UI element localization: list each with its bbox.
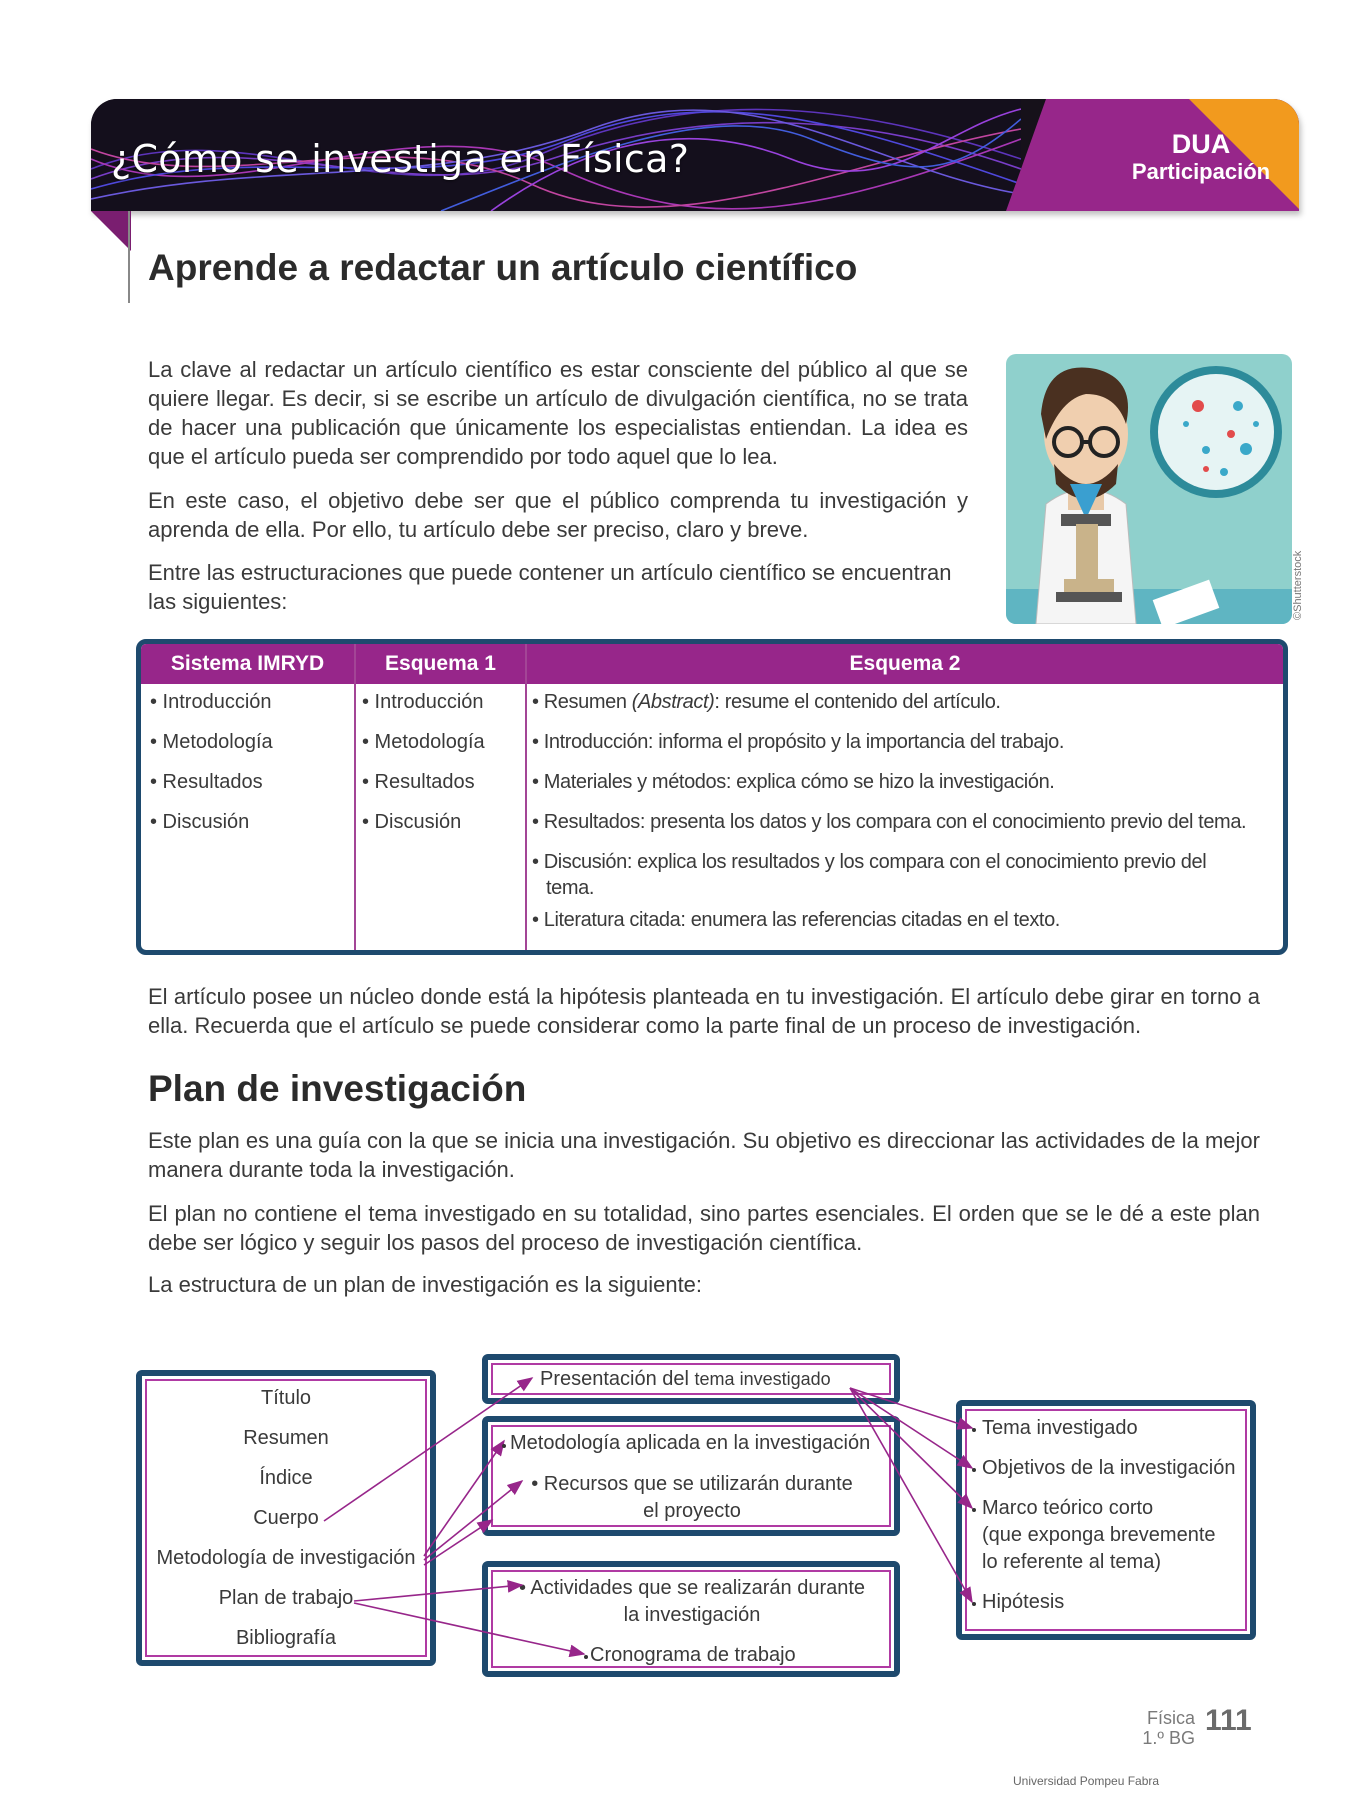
list-item xyxy=(532,849,1246,907)
paragraph: La clave al redactar un artículo científico es estar consciente del público al que se quiere llegar. Es decir, si se escribe un artículo de divulgación científica, no se trata de hacer una publicación que únicamente los especialistas entiendan. La idea es que el artículo pueda ser comprendido por todo aquel que lo lea. xyxy=(148,357,968,469)
list-text: : resume el contenido del artículo. xyxy=(714,691,1001,713)
resources-text: el proyecto xyxy=(643,1500,741,1522)
presentation-text-b: tema investigado xyxy=(694,1369,831,1389)
footer-university: Universidad Pompeu Fabra xyxy=(1013,1774,1160,1788)
column-imryd xyxy=(150,689,273,849)
plan-item: Plan de trabajo xyxy=(218,1587,354,1609)
plan-item: Metodología de investigación xyxy=(156,1547,416,1569)
list-item: • Literatura citada: enumera las referencias citadas en el texto. xyxy=(532,909,1060,931)
column-esquema1 xyxy=(362,689,485,849)
resources-text: • Recursos que se utilizarán durante xyxy=(531,1473,853,1495)
paragraph: Este plan es una guía con la que se inicia una investigación. Su objetivo es direccionar las actividades de la mejor manera durante toda la investigación. xyxy=(148,1128,1260,1182)
list-item: • Discusión xyxy=(150,811,250,833)
header-banner xyxy=(91,99,1299,211)
header-esquema2: Esquema 2 xyxy=(849,652,961,675)
plan-item: Resumen xyxy=(243,1427,329,1449)
photo-credit: ©Shutterstock xyxy=(1292,550,1304,620)
column-divider xyxy=(354,644,356,950)
header-esquema1: Esquema 1 xyxy=(385,652,496,675)
column-divider xyxy=(525,644,527,950)
section-title: Aprende a redactar un artículo científico xyxy=(148,247,858,288)
column-esquema2 xyxy=(532,689,1246,947)
footer-subject-name: Física xyxy=(1146,1708,1195,1728)
activities-text: • Actividades que se realizarán durante xyxy=(518,1577,866,1599)
detail-item: Tema investigado xyxy=(982,1417,1138,1439)
paragraph: La estructura de un plan de investigación es la siguiente: xyxy=(148,1272,703,1297)
detail-item: Hipótesis xyxy=(982,1591,1065,1613)
list-text: • Resumen xyxy=(532,691,632,713)
page-number: 111 xyxy=(1205,1704,1252,1737)
scientist-illustration xyxy=(1006,354,1292,624)
plan-item: Bibliografía xyxy=(235,1627,337,1649)
corner-fold xyxy=(91,211,131,251)
list-item: • Resultados: presenta los datos y los compara con el conocimiento previo del tema. xyxy=(532,811,1247,833)
list-item: • Materiales y métodos: explica cómo se hizo la investigación. xyxy=(532,771,1055,793)
list-item: • Metodología xyxy=(150,731,273,753)
detail-item: Objetivos de la investigación xyxy=(982,1457,1236,1479)
paragraph: El plan no contiene el tema investigado en su totalidad, sino partes esenciales. El orden que se le dé a este plan debe ser lógico y seguir los pasos del proceso de investigación científica. xyxy=(148,1201,1260,1255)
footer-subject xyxy=(1120,1708,1195,1748)
list-item: • Metodología xyxy=(362,731,485,753)
list-text: tema. xyxy=(546,877,595,899)
plan-item: Cuerpo xyxy=(253,1507,319,1529)
list-item: • Introducción xyxy=(362,691,484,713)
section-title: Plan de investigación xyxy=(148,1068,527,1109)
detail-item: (que exponga brevemente xyxy=(982,1524,1216,1546)
paragraph: En este caso, el objetivo debe ser que el público comprenda tu investigación y aprenda de ella. Por ello, tu artículo debe ser preciso, claro y breve. xyxy=(148,488,968,542)
title-rule xyxy=(128,211,130,303)
paragraph: Entre las estructuraciones que puede contener un artículo científico se encuentran las siguientes: xyxy=(148,560,952,614)
plan-item: Índice xyxy=(259,1467,313,1489)
plan-item: Título xyxy=(260,1387,312,1409)
list-item: • Resultados xyxy=(150,771,263,793)
dua-label: DUA xyxy=(1171,129,1231,159)
structures-table xyxy=(136,639,1288,955)
list-text: • Discusión: explica los resultados y los compara con el conocimiento previo del xyxy=(532,851,1207,873)
list-text-italic: (Abstract) xyxy=(631,691,715,713)
footer-grade: 1.º BG xyxy=(1142,1728,1195,1748)
list-item: • Introducción xyxy=(150,691,272,713)
detail-item: Marco teórico corto xyxy=(982,1497,1154,1519)
schedule-text: Cronograma de trabajo xyxy=(590,1644,796,1666)
presentation-text-a: Presentación del xyxy=(540,1368,689,1390)
header-imryd: Sistema IMRYD xyxy=(170,652,325,675)
activities-text: la investigación xyxy=(623,1604,761,1626)
banner-title: ¿Cómo se investiga en Física? xyxy=(111,137,690,181)
list-item: • Discusión xyxy=(362,811,462,833)
detail-item: lo referente al tema) xyxy=(982,1551,1161,1573)
paragraph: El artículo posee un núcleo donde está la hipótesis planteada en tu investigación. El artículo debe girar en torno a ella. Recuerda que el artículo se puede considerar como la parte final de un proceso de investigación. xyxy=(148,984,1260,1038)
presentation-text xyxy=(540,1368,831,1391)
list-item: • Resultados xyxy=(362,771,475,793)
methodology-text: Metodología aplicada en la investigación xyxy=(510,1432,871,1454)
list-item: • Introducción: informa el propósito y la importancia del trabajo. xyxy=(532,731,1064,753)
list-item xyxy=(532,689,1246,729)
dua-sublabel: Participación xyxy=(1131,159,1271,184)
